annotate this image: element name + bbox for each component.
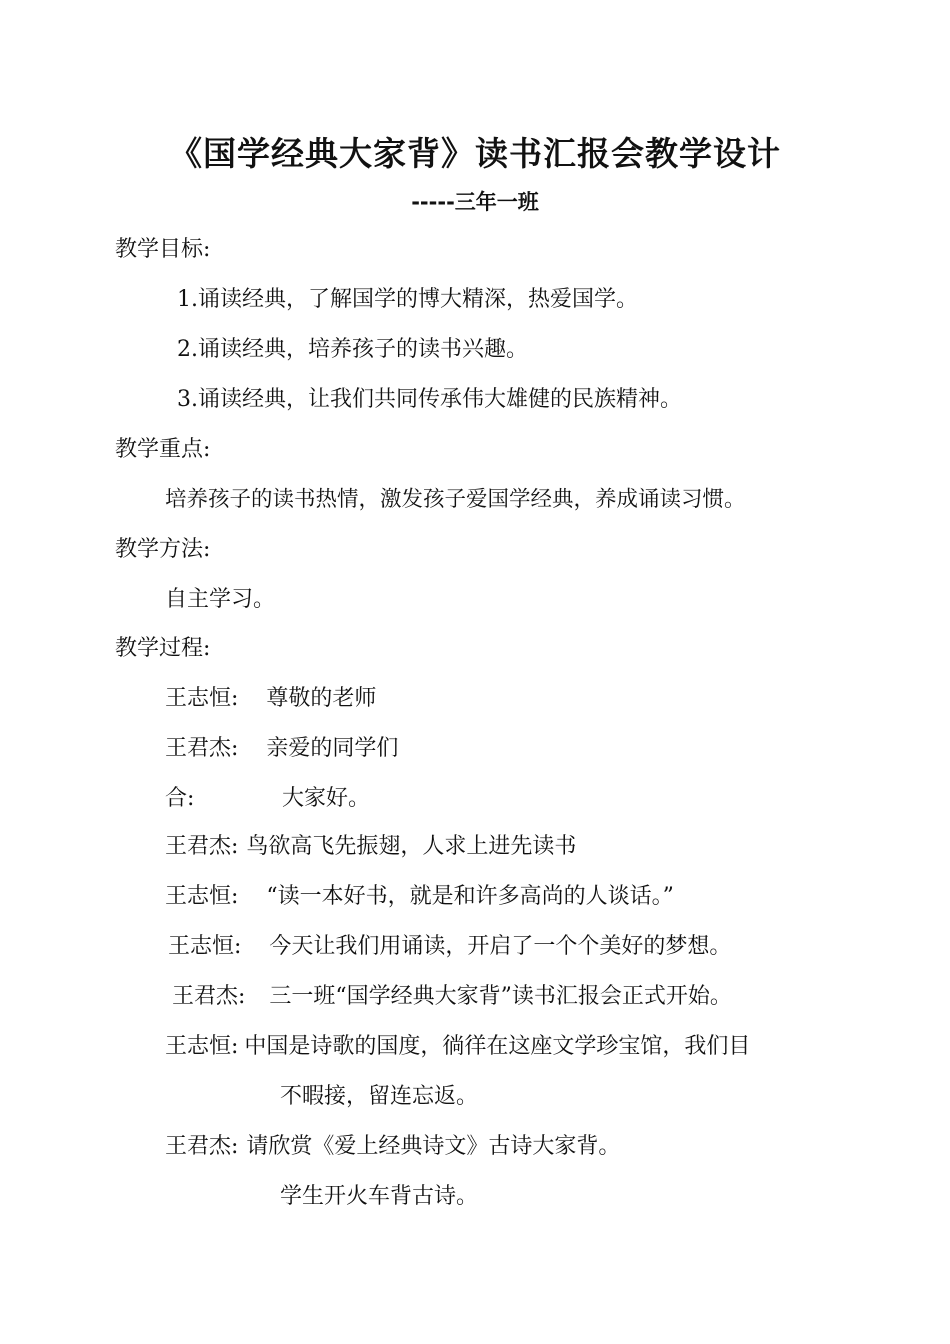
dialogue-text: “读一本好书，就是和许多高尚的人谈话。” [266, 884, 674, 909]
dialogue-line [165, 1032, 750, 1062]
method-text: 自主学习。 [165, 587, 276, 612]
speaker-name: 合: [165, 786, 195, 811]
dialogue-line [165, 684, 376, 714]
objective-item: 1.诵读经典，了解国学的博大精深，热爱国学。 [177, 287, 638, 312]
dialogue-line [165, 1132, 620, 1162]
dialogue-text: 不暇接，留连忘返。 [280, 1084, 479, 1109]
dialogue-line [172, 982, 732, 1012]
dialogue-line [165, 882, 674, 912]
dialogue-text: 中国是诗歌的国度，徜徉在这座文学珍宝馆，我们目 [244, 1034, 751, 1059]
speaker-name: 王志恒: [165, 884, 239, 909]
speaker-name: 王君杰: [165, 834, 239, 859]
speaker-name: 王志恒: [168, 934, 242, 959]
speaker-name: 王志恒: [165, 1034, 239, 1059]
key-points-text: 培养孩子的读书热情，激发孩子爱国学经典，养成诵读习惯。 [165, 487, 746, 512]
objective-item: 2.诵读经典，培养孩子的读书兴趣。 [177, 337, 528, 362]
dialogue-line [168, 932, 731, 962]
dialogue-line [165, 734, 398, 764]
dialogue-line [165, 784, 370, 814]
document-title: 《国学经典大家背》读书汇报会教学设计 [169, 134, 781, 173]
objective-item: 3.诵读经典，让我们共同传承伟大雄健的民族精神。 [177, 387, 682, 412]
objectives-heading: 教学目标: [115, 237, 211, 262]
dialogue-text: 学生开火车背古诗。 [280, 1184, 479, 1209]
dialogue-text: 亲爱的同学们 [266, 736, 399, 761]
dialogue-text: 今天让我们用诵读，开启了一个个美好的梦想。 [269, 934, 732, 959]
speaker-name: 王志恒: [165, 686, 239, 711]
speaker-name: 王君杰: [165, 736, 239, 761]
dialogue-continuation [280, 1082, 478, 1112]
dialogue-text: 三一班“国学经典大家背”读书汇报会正式开始。 [269, 984, 732, 1009]
dialogue-continuation [280, 1182, 478, 1212]
speaker-name: 王君杰: [165, 1134, 239, 1159]
dialogue-text: 大家好。 [282, 786, 371, 811]
dialogue-text: 鸟欲高飞先振翅，人求上进先读书 [246, 834, 577, 859]
dialogue-line [165, 832, 576, 862]
key-points-heading: 教学重点: [115, 437, 211, 462]
document-subtitle: -----三年一班 [411, 190, 539, 214]
process-heading: 教学过程: [115, 636, 211, 661]
dialogue-text: 请欣赏《爱上经典诗文》古诗大家背。 [246, 1134, 621, 1159]
speaker-name: 王君杰: [172, 984, 246, 1009]
dialogue-text: 尊敬的老师 [266, 686, 377, 711]
method-heading: 教学方法: [115, 537, 211, 562]
